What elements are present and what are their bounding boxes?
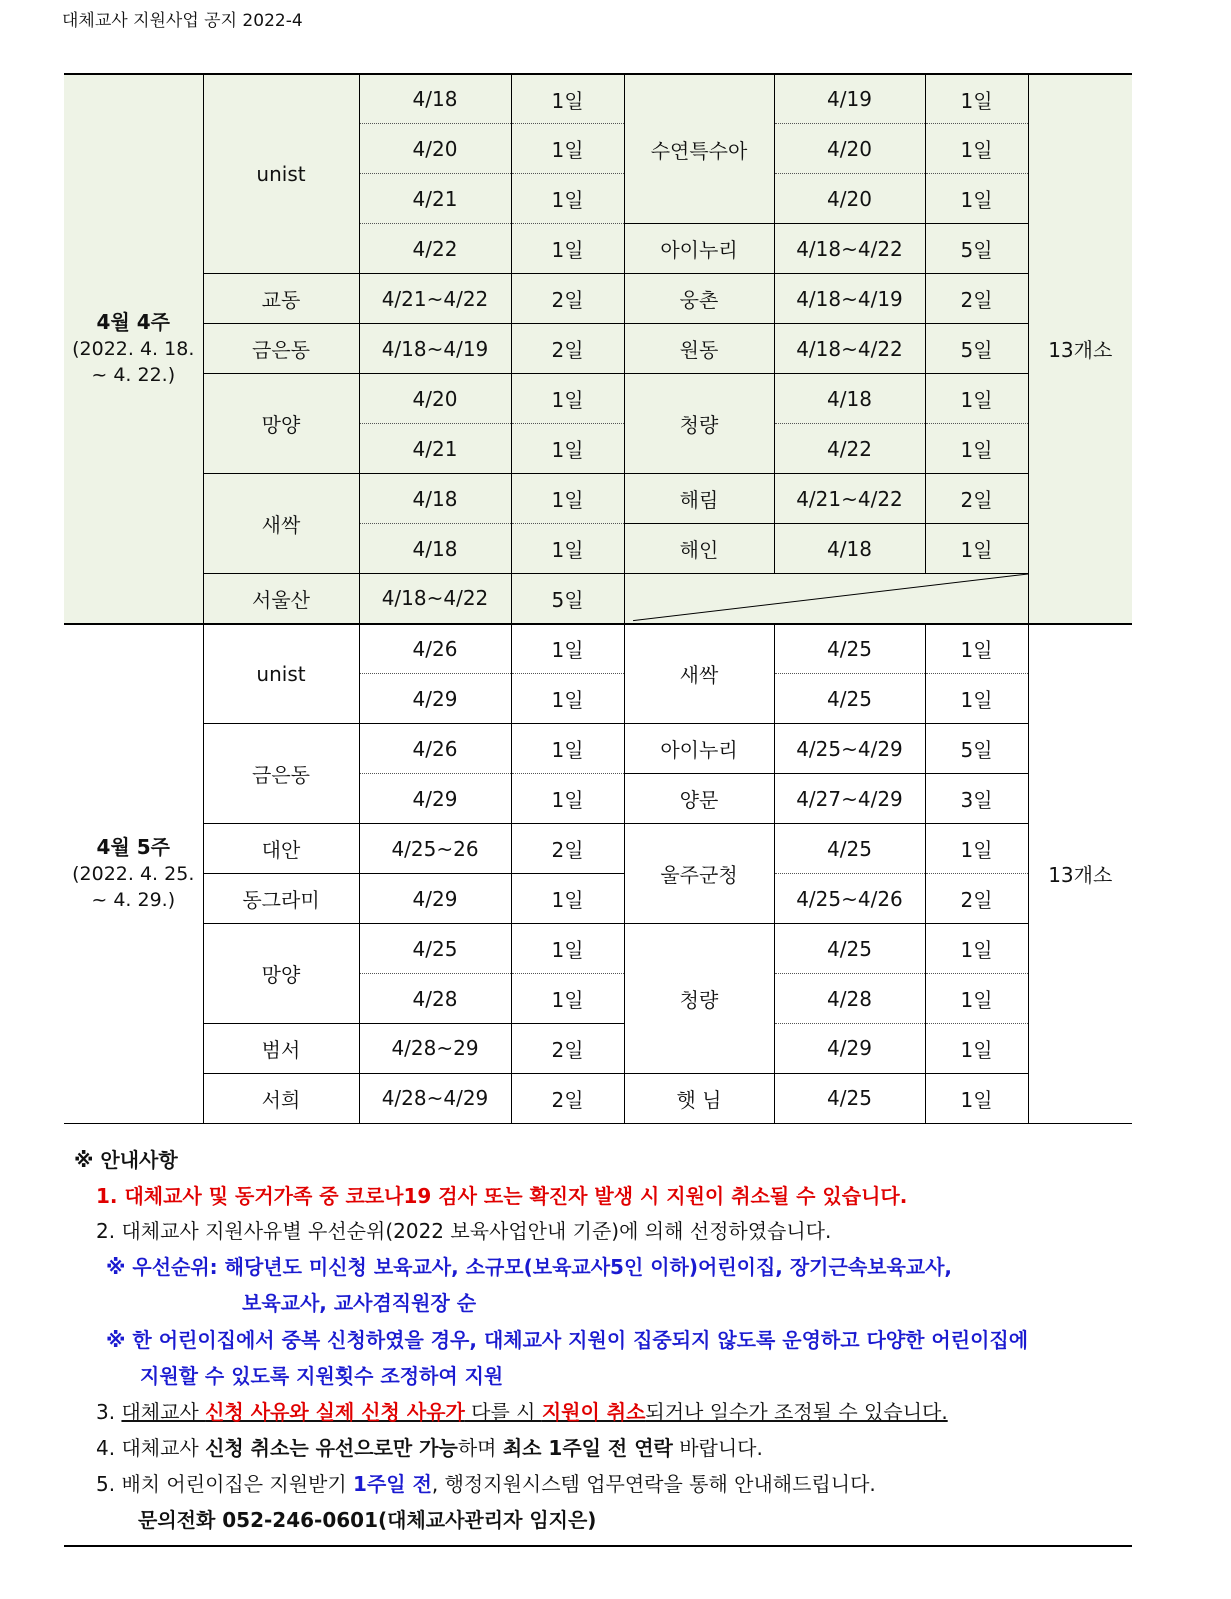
days-cell: 1일: [925, 524, 1028, 574]
days-cell: 2일: [925, 274, 1028, 324]
duplicate-note-line1: ※ 한 어린이집에서 중복 신청하였을 경우, 대체교사 지원이 집중되지 않도록 운영하고 다양한 어린이집에: [106, 1328, 1029, 1352]
days-cell: 1일: [511, 774, 624, 824]
date-cell: 4/25: [774, 674, 925, 724]
center-name: 아이누리: [624, 224, 774, 274]
date-cell: 4/29: [359, 874, 511, 924]
date-cell: 4/25~4/26: [774, 874, 925, 924]
date-cell: 4/28: [774, 974, 925, 1024]
days-cell: 2일: [511, 274, 624, 324]
center-name: 원동: [624, 324, 774, 374]
date-cell: 4/18: [359, 524, 511, 574]
center-name: unist: [203, 74, 359, 274]
days-cell: 1일: [925, 374, 1028, 424]
days-cell: 1일: [511, 674, 624, 724]
bottom-rule: [64, 1545, 1132, 1547]
days-cell: 1일: [511, 124, 624, 174]
date-cell: 4/18~4/22: [774, 324, 925, 374]
days-cell: 2일: [511, 1023, 624, 1073]
center-name: 서희: [203, 1073, 359, 1123]
days-cell: 3일: [925, 774, 1028, 824]
days-cell: 1일: [511, 874, 624, 924]
days-cell: 1일: [925, 824, 1028, 874]
date-cell: 4/25: [774, 924, 925, 974]
date-cell: 4/26: [359, 724, 511, 774]
days-cell: 1일: [511, 724, 624, 774]
center-name: 교동: [203, 274, 359, 324]
center-name: 금은동: [203, 324, 359, 374]
date-cell: 4/20: [774, 124, 925, 174]
week5-count: 13개소: [1028, 624, 1132, 1124]
center-name: 망양: [203, 374, 359, 474]
center-name: 양문: [624, 774, 774, 824]
center-name: 해인: [624, 524, 774, 574]
note-3: 3. 대체교사 신청 사유와 실제 신청 사유가 다를 시 지원이 취소되거나 일수가 조정될 수 있습니다.: [96, 1400, 948, 1424]
week5-label: 4월 5주 (2022. 4. 25. ~ 4. 29.): [64, 624, 203, 1124]
days-cell: 2일: [511, 1073, 624, 1123]
days-cell: 1일: [925, 124, 1028, 174]
center-name: 서울산: [203, 574, 359, 624]
date-cell: 4/20: [359, 374, 511, 424]
date-cell: 4/22: [359, 224, 511, 274]
date-cell: 4/25: [774, 1073, 925, 1123]
date-cell: 4/29: [359, 674, 511, 724]
days-cell: 1일: [511, 974, 624, 1024]
week4-section: [64, 74, 1132, 624]
center-name: 새싹: [624, 624, 774, 724]
center-name: 새싹: [203, 474, 359, 574]
days-cell: 1일: [925, 974, 1028, 1024]
date-cell: 4/18: [774, 524, 925, 574]
date-cell: 4/21~4/22: [359, 274, 511, 324]
center-name: 범서: [203, 1023, 359, 1073]
date-cell: 4/18~4/22: [774, 224, 925, 274]
priority-note-line1: ※ 우선순위: 해당년도 미신청 보육교사, 소규모(보육교사5인 이하)어린이집, 장기근속보육교사,: [106, 1255, 953, 1279]
center-name: 망양: [203, 924, 359, 1024]
date-cell: 4/26: [359, 624, 511, 674]
date-cell: 4/21~4/22: [774, 474, 925, 524]
days-cell: 5일: [925, 324, 1028, 374]
days-cell: 1일: [925, 624, 1028, 674]
days-cell: 2일: [511, 824, 624, 874]
priority-note-line2: 보육교사, 교사겸직원장 순: [242, 1291, 477, 1315]
days-cell: 1일: [511, 74, 624, 124]
center-name: 대안: [203, 824, 359, 874]
notes-heading: ※ 안내사항: [74, 1148, 178, 1172]
date-cell: 4/25: [774, 624, 925, 674]
center-name: 햇 님: [624, 1073, 774, 1123]
date-cell: 4/28: [359, 974, 511, 1024]
days-cell: 1일: [925, 1073, 1028, 1123]
center-name: 청량: [624, 374, 774, 474]
date-cell: 4/19: [774, 74, 925, 124]
date-cell: 4/29: [774, 1023, 925, 1073]
center-name: 해림: [624, 474, 774, 524]
days-cell: 1일: [511, 424, 624, 474]
date-cell: 4/25~4/29: [774, 724, 925, 774]
date-cell: 4/18: [359, 474, 511, 524]
diagonal-line: [625, 574, 1028, 623]
date-cell: 4/18: [774, 374, 925, 424]
header-title: 대체교사 지원사업 공지 2022-4: [62, 11, 303, 31]
date-cell: 4/21: [359, 424, 511, 474]
week4-count: 13개소: [1028, 74, 1132, 624]
days-cell: 5일: [925, 224, 1028, 274]
days-cell: 5일: [511, 574, 624, 624]
contact-line: 문의전화 052-246-0601(대체교사관리자 임지은): [138, 1508, 597, 1532]
date-cell: 4/18~4/19: [359, 324, 511, 374]
date-cell: 4/18: [359, 74, 511, 124]
date-cell: 4/27~4/29: [774, 774, 925, 824]
center-name: 금은동: [203, 724, 359, 824]
date-cell: 4/25: [774, 824, 925, 874]
center-name: 동그라미: [203, 874, 359, 924]
week4-label: 4월 4주 (2022. 4. 18. ~ 4. 22.): [64, 74, 203, 624]
center-name: unist: [203, 624, 359, 724]
days-cell: 1일: [925, 924, 1028, 974]
days-cell: 1일: [511, 174, 624, 224]
note-2: 2. 대체교사 지원사유별 우선순위(2022 보육사업안내 기준)에 의해 선정하였습니다.: [96, 1219, 832, 1243]
note-4: 4. 대체교사 신청 취소는 유선으로만 가능하며 최소 1주일 전 연락 바랍니다.: [96, 1436, 763, 1460]
days-cell: 1일: [925, 174, 1028, 224]
date-cell: 4/20: [774, 174, 925, 224]
date-cell: 4/25~26: [359, 824, 511, 874]
days-cell: 1일: [511, 624, 624, 674]
week5-section: [64, 624, 1132, 1124]
days-cell: 1일: [511, 374, 624, 424]
date-cell: 4/28~29: [359, 1023, 511, 1073]
date-cell: 4/28~4/29: [359, 1073, 511, 1123]
date-cell: 4/25: [359, 924, 511, 974]
days-cell: 1일: [511, 224, 624, 274]
days-cell: 1일: [511, 524, 624, 574]
date-cell: 4/18~4/22: [359, 574, 511, 624]
days-cell: 1일: [511, 924, 624, 974]
days-cell: 5일: [925, 724, 1028, 774]
center-name: 웅촌: [624, 274, 774, 324]
days-cell: 1일: [511, 474, 624, 524]
days-cell: 2일: [925, 474, 1028, 524]
date-cell: 4/21: [359, 174, 511, 224]
days-cell: 1일: [925, 674, 1028, 724]
center-name: 수연특수아: [624, 74, 774, 224]
center-name: 울주군청: [624, 824, 774, 924]
date-cell: 4/29: [359, 774, 511, 824]
center-name: 아이누리: [624, 724, 774, 774]
date-cell: 4/20: [359, 124, 511, 174]
note-5: 5. 배치 어린이집은 지원받기 1주일 전, 행정지원시스템 업무연락을 통해 안내해드립니다.: [96, 1472, 876, 1496]
days-cell: 1일: [925, 1023, 1028, 1073]
date-cell: 4/18~4/19: [774, 274, 925, 324]
center-name: 청량: [624, 924, 774, 1074]
schedule-table: [64, 73, 1132, 1124]
duplicate-note-line2: 지원할 수 있도록 지원횟수 조정하여 지원: [140, 1364, 504, 1388]
note-1: 1. 대체교사 및 동거가족 중 코로나19 검사 또는 확진자 발생 시 지원이 취소될 수 있습니다.: [96, 1184, 908, 1208]
date-cell: 4/22: [774, 424, 925, 474]
days-cell: 1일: [925, 74, 1028, 124]
days-cell: 2일: [925, 874, 1028, 924]
empty-diagonal-cell: [624, 574, 1028, 624]
days-cell: 1일: [925, 424, 1028, 474]
days-cell: 2일: [511, 324, 624, 374]
